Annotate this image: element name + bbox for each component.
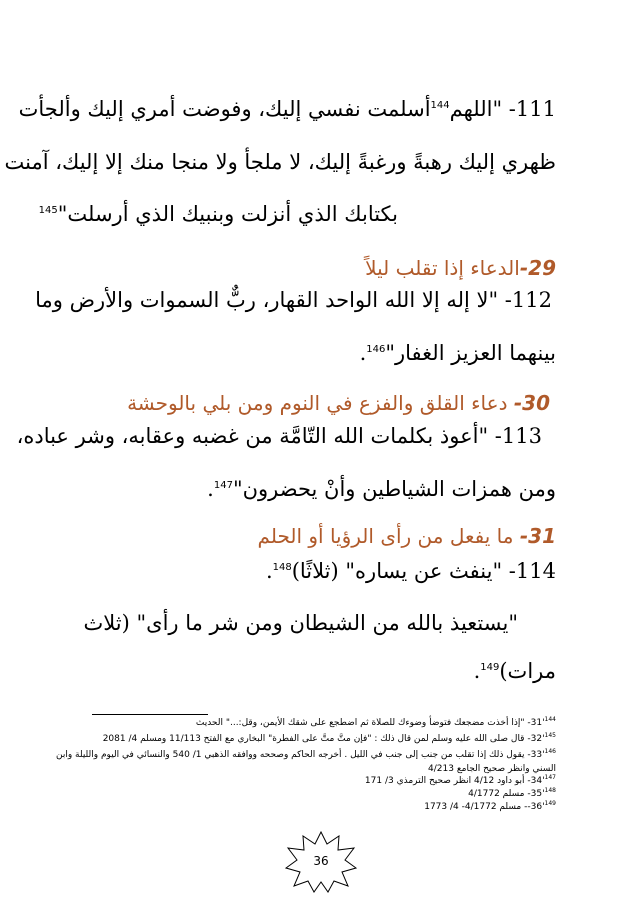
- section-heading-29: [30, 253, 556, 283]
- footnote-147: [92, 775, 556, 788]
- text-line-2: [4, 147, 556, 177]
- footnote-number: 144: [544, 716, 556, 723]
- line-10-end: .: [473, 659, 481, 683]
- footnote-145: [92, 733, 556, 746]
- text-line-1: [18, 94, 556, 124]
- line-2-text: ظهري إليك رهبةً ورغبةً إليك، لا ملجأ ولا منجا منك إلا إليك، آمنت: [4, 150, 556, 174]
- footnote-ref-149[interactable]: 149: [480, 662, 500, 673]
- text-line-5: [30, 338, 556, 368]
- heading-30-number: 30-: [513, 391, 550, 415]
- heading-29-number: 29-: [519, 256, 556, 280]
- footnote-148: [92, 788, 556, 801]
- line-9-text: "يستعيذ بالله من الشيطان ومن شر ما رأى" (ثلاث: [83, 611, 518, 635]
- text-line-3: [30, 199, 398, 229]
- line-10-text: مرات): [499, 659, 556, 683]
- line-1-start: 111- "اللهم: [449, 97, 556, 121]
- footnote-ref-146[interactable]: 146: [366, 344, 386, 355]
- section-heading-31: [30, 521, 556, 551]
- text-line-4: [30, 285, 552, 315]
- footnote-text: '35- مسلم 4/1772: [468, 789, 545, 799]
- footnote-number: 145: [544, 732, 556, 739]
- line-8-text: 114- "ينفث عن يساره" (ثلاثًا): [291, 559, 556, 583]
- footnote-ref-148[interactable]: 148: [272, 562, 292, 573]
- footnote-text: '34- أبو داود 4/12 انظر صحيح الترمذي 3/ 171: [364, 776, 545, 786]
- footnote-number: 147: [544, 774, 556, 781]
- footnote-text: '31- "إذا أخذت مضجعك فتوضأ وضوءك للصلاة ثم اضطجع على شقك الأيمن، وقل:..." الحديث: [195, 718, 545, 728]
- heading-29-title: الدعاء إذا تقلب ليلاً: [365, 256, 520, 280]
- footnote-divider: [92, 714, 208, 715]
- footnote-number: 146: [544, 748, 556, 755]
- footnote-ref-147[interactable]: 147: [213, 480, 233, 491]
- text-line-9: [30, 608, 518, 638]
- line-1-rest: أسلمت نفسي إليك، وفوضت أمري إليك وألجأت: [18, 97, 431, 121]
- footnote-text: السني وانظر صحيح الجامع 4/213: [428, 764, 556, 774]
- line-7-end: .: [207, 477, 214, 501]
- footnote-text: '32- قال صلى الله عليه وسلم لمن قال ذلك : "فإن متَّ متَّ على الفطرة" البخاري مع الفتح 11/113 ومسلم 4/ 2081: [102, 734, 545, 744]
- footnote-text: '36-- مسلم 4/1772- 4/ 1773: [424, 802, 545, 812]
- line-5-end: .: [359, 341, 367, 365]
- line-6-text: 113- "أعوذ بكلمات الله التّامَّة من غضبه وعقابه، وشر عباده،: [16, 424, 542, 448]
- section-heading-30: [30, 388, 550, 418]
- footnote-ref-145[interactable]: 145: [38, 205, 58, 216]
- text-line-8: [30, 556, 556, 586]
- line-4-text: 112- "لا إله إلا الله الواحد القهار، ربٌّ السموات والأرض وما: [35, 288, 552, 312]
- page-number: 36: [313, 854, 329, 868]
- text-line-6: [16, 421, 542, 451]
- heading-30-title: دعاء القلق والفزع في النوم ومن بلي بالوحشة: [127, 391, 508, 415]
- footnote-149: [92, 801, 556, 814]
- text-line-10: [30, 656, 556, 686]
- line-3-text: بكتابك الذي أنزلت وبنبيك الذي أرسلت": [57, 202, 398, 226]
- footnote-144: [92, 717, 556, 730]
- text-line-7: [30, 474, 556, 504]
- footnote-ref-144[interactable]: 144: [430, 100, 450, 111]
- footnote-number: 149: [544, 800, 556, 807]
- heading-31-number: 31-: [519, 524, 556, 548]
- page-number-badge: [284, 830, 358, 894]
- footnote-text: '33- يقول ذلك إذا تقلب من جنب إلى جنب في الليل . أخرجه الحاكم وصححه ووافقه الذهبي 1/ 540 والنسائي في اليوم والليلة وابن: [55, 750, 545, 760]
- line-5-text: بينهما العزيز الغفار": [385, 341, 556, 365]
- footnote-146: [55, 748, 556, 762]
- footnote-number: 148: [544, 787, 556, 794]
- heading-31-title: ما يفعل من رأى الرؤيا أو الحلم: [257, 524, 514, 548]
- line-7-text: ومن همزات الشياطين وأنْ يحضرون": [232, 477, 556, 501]
- line-8-end: .: [265, 559, 273, 583]
